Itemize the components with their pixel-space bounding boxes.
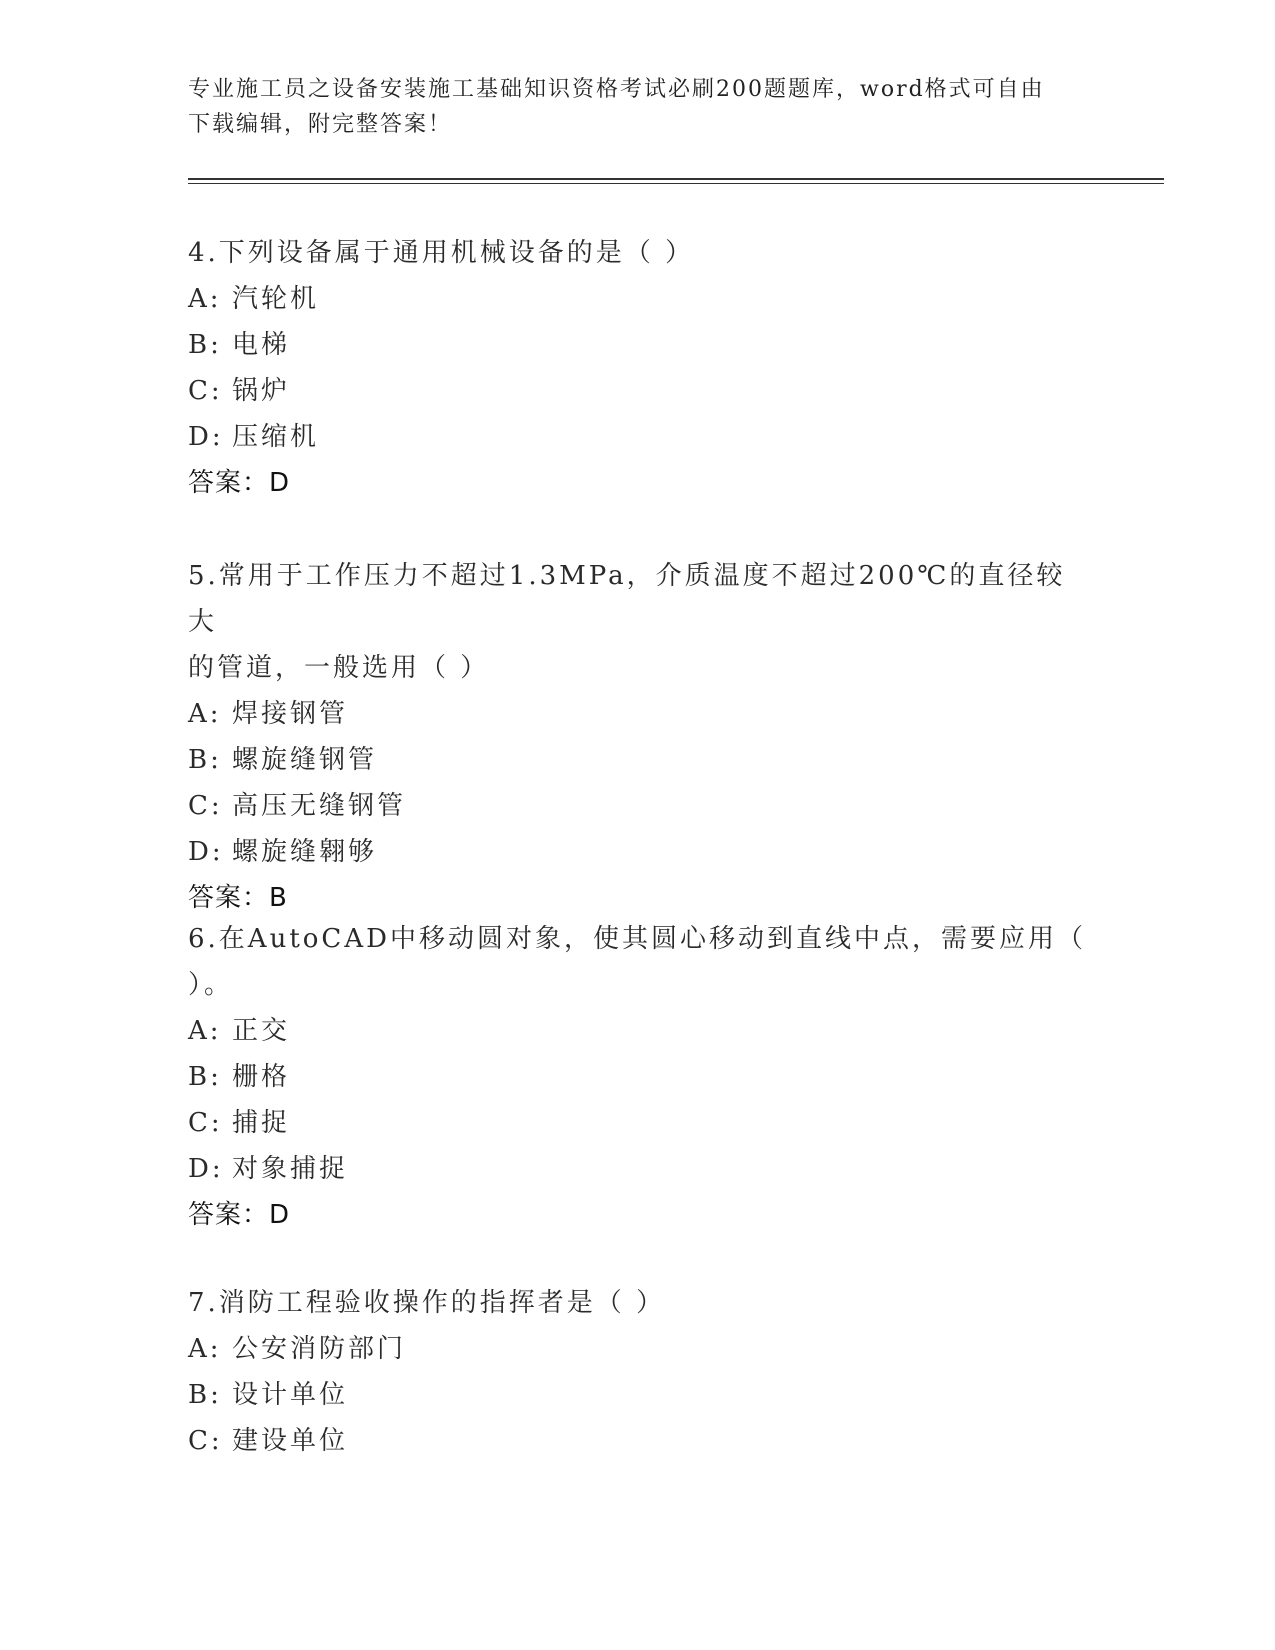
header-line-1: 专业施工员之设备安装施工基础知识资格考试必刷200题题库，word格式可自由 <box>188 77 1045 102</box>
option-text: 公安消防部门 <box>232 1334 407 1364</box>
question-stem-line-1: 5.常用于工作压力不超过1.3MPa，介质温度不超过200℃的直径较大 <box>188 561 1066 637</box>
question-7 <box>188 1280 1088 1464</box>
option-d <box>188 829 1088 875</box>
question-4 <box>188 230 1088 506</box>
option-text: 压缩机 <box>232 422 320 452</box>
option-a <box>188 276 1088 322</box>
option-text: 汽轮机 <box>232 284 320 314</box>
option-a <box>188 1326 1088 1372</box>
option-d <box>188 1146 1088 1192</box>
document-header <box>188 72 1088 142</box>
option-b <box>188 1054 1088 1100</box>
option-key: A: <box>188 699 222 729</box>
option-b <box>188 322 1088 368</box>
answer-line: 答案：B <box>188 883 288 913</box>
option-text: 高压无缝钢管 <box>232 791 407 821</box>
option-key: C: <box>188 1426 223 1456</box>
option-text: 栅格 <box>232 1062 291 1092</box>
question-stem-line-2: 的管道，一般选用（ ） <box>188 653 490 683</box>
option-key: D: <box>188 422 224 452</box>
option-key: C: <box>188 1108 223 1138</box>
option-a <box>188 1008 1088 1054</box>
option-key: B: <box>188 330 222 360</box>
option-text: 锅炉 <box>232 376 291 406</box>
answer-line: 答案：D <box>188 468 291 498</box>
header-divider-thin <box>188 183 1164 184</box>
question-stem: 4.下列设备属于通用机械设备的是（ ） <box>188 238 695 268</box>
option-text: 焊接钢管 <box>232 699 349 729</box>
answer-line: 答案：D <box>188 1200 291 1230</box>
option-key: C: <box>188 791 223 821</box>
option-text: 捕捉 <box>232 1108 291 1138</box>
option-text: 建设单位 <box>232 1426 349 1456</box>
header-line-2: 下载编辑，附完整答案！ <box>188 112 453 137</box>
option-text: 设计单位 <box>232 1380 349 1410</box>
option-d <box>188 414 1088 460</box>
option-text: 螺旋缝翱够 <box>232 837 378 867</box>
question-stem: 7.消防工程验收操作的指挥者是（ ） <box>188 1288 666 1318</box>
option-text: 螺旋缝钢管 <box>232 745 378 775</box>
option-b <box>188 1372 1088 1418</box>
option-key: A: <box>188 1016 222 1046</box>
option-c <box>188 1100 1088 1146</box>
option-key: B: <box>188 745 222 775</box>
option-c <box>188 368 1088 414</box>
option-c <box>188 1418 1088 1464</box>
question-stem-line-2: ）。 <box>188 970 234 1000</box>
option-text: 对象捕捉 <box>232 1154 349 1184</box>
option-text: 正交 <box>232 1016 291 1046</box>
question-stem-line-1: 6.在AutoCAD中移动圆对象，使其圆心移动到直线中点，需要应用（ <box>188 924 1086 954</box>
option-text: 电梯 <box>232 330 291 360</box>
option-key: B: <box>188 1380 222 1410</box>
question-6 <box>188 916 1088 1238</box>
option-key: D: <box>188 837 224 867</box>
option-a <box>188 691 1088 737</box>
option-c <box>188 783 1088 829</box>
header-divider-thick <box>188 178 1164 180</box>
option-key: B: <box>188 1062 222 1092</box>
option-key: A: <box>188 284 222 314</box>
option-key: A: <box>188 1334 222 1364</box>
question-5 <box>188 553 1088 921</box>
option-b <box>188 737 1088 783</box>
option-key: C: <box>188 376 223 406</box>
option-key: D: <box>188 1154 224 1184</box>
